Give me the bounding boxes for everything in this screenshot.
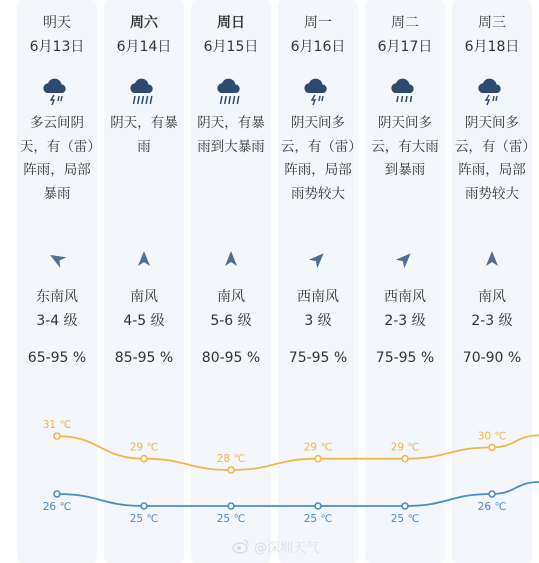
high-temp-label: 29 ℃ [129,441,159,454]
day-name: 周二 [391,15,419,31]
day-name: 周一 [304,15,332,31]
high-temp-label: 29 ℃ [303,441,333,454]
high-temp-label: 31 ℃ [42,419,72,432]
wind-level: 5-6 级 [210,313,252,329]
wind-level: 3 级 [304,313,332,329]
weather-description: 阴天间多云，有（雷）阵雨，局部雨势较大 [280,115,356,202]
humidity: 75-95 % [288,350,348,366]
low-temp-label: 26 ℃ [42,501,72,513]
high-temp-point [228,467,234,473]
weather-description: 阴天，有暴雨 [110,115,178,155]
wind-level: 3-4 级 [36,313,78,329]
low-temp-point [315,503,321,509]
high-temp-point [315,456,321,462]
low-temp-point [489,491,495,497]
humidity: 80-95 % [201,350,261,366]
high-temp-point [402,456,408,462]
wind-direction: 南风 [130,289,158,305]
humidity: 85-95 % [114,350,174,366]
low-temp-point [228,503,234,509]
weibo-icon [232,538,250,554]
watermark-text: @深圳天气 [254,540,320,556]
low-temp-label: 26 ℃ [477,501,507,513]
high-temp-point [141,456,147,462]
humidity: 65-95 % [27,350,87,366]
day-date: 6月13日 [29,39,85,55]
wind-direction: 南风 [217,289,245,305]
humidity: 75-95 % [375,350,435,366]
wind-direction: 东南风 [36,289,78,305]
low-temp-point [141,503,147,509]
watermark [232,535,319,557]
wind-direction: 南风 [478,289,506,305]
day-date: 6月14日 [116,39,172,55]
day-name: 周三 [478,15,506,31]
wind-level: 2-3 级 [384,313,426,329]
high-temp-point [489,444,495,450]
day-name: 周日 [217,15,245,31]
high-temp-label: 30 ℃ [477,430,507,443]
low-temp-label: 25 ℃ [129,513,159,525]
low-temp-line [57,482,539,506]
weather-description: 多云间阴天，有（雷）阵雨，局部暴雨 [19,115,95,202]
weather-description: 阴天间多云，有大雨到暴雨 [371,115,439,178]
low-temp-label: 25 ℃ [216,513,246,525]
wind-direction: 西南风 [297,289,339,305]
wind-level: 2-3 级 [471,313,513,329]
high-temp-point [54,433,60,439]
high-temp-label: 28 ℃ [216,453,246,465]
day-name: 周六 [130,15,158,31]
day-date: 6月17日 [377,39,433,55]
day-date: 6月18日 [464,39,520,55]
weather-description: 阴天，有暴雨到大暴雨 [197,115,265,155]
low-temp-label: 25 ℃ [390,513,420,525]
low-temp-point [402,503,408,509]
wind-level: 4-5 级 [123,313,165,329]
day-date: 6月16日 [290,39,346,55]
day-name: 明天 [43,15,71,31]
wind-direction: 西南风 [384,289,426,305]
humidity: 70-90 % [462,350,522,366]
day-date: 6月15日 [203,39,259,55]
high-temp-label: 29 ℃ [390,441,420,454]
weather-description: 阴天间多云，有（雷）阵雨，局部雨势较大 [454,115,530,202]
low-temp-label: 25 ℃ [303,513,333,525]
low-temp-point [54,491,60,497]
